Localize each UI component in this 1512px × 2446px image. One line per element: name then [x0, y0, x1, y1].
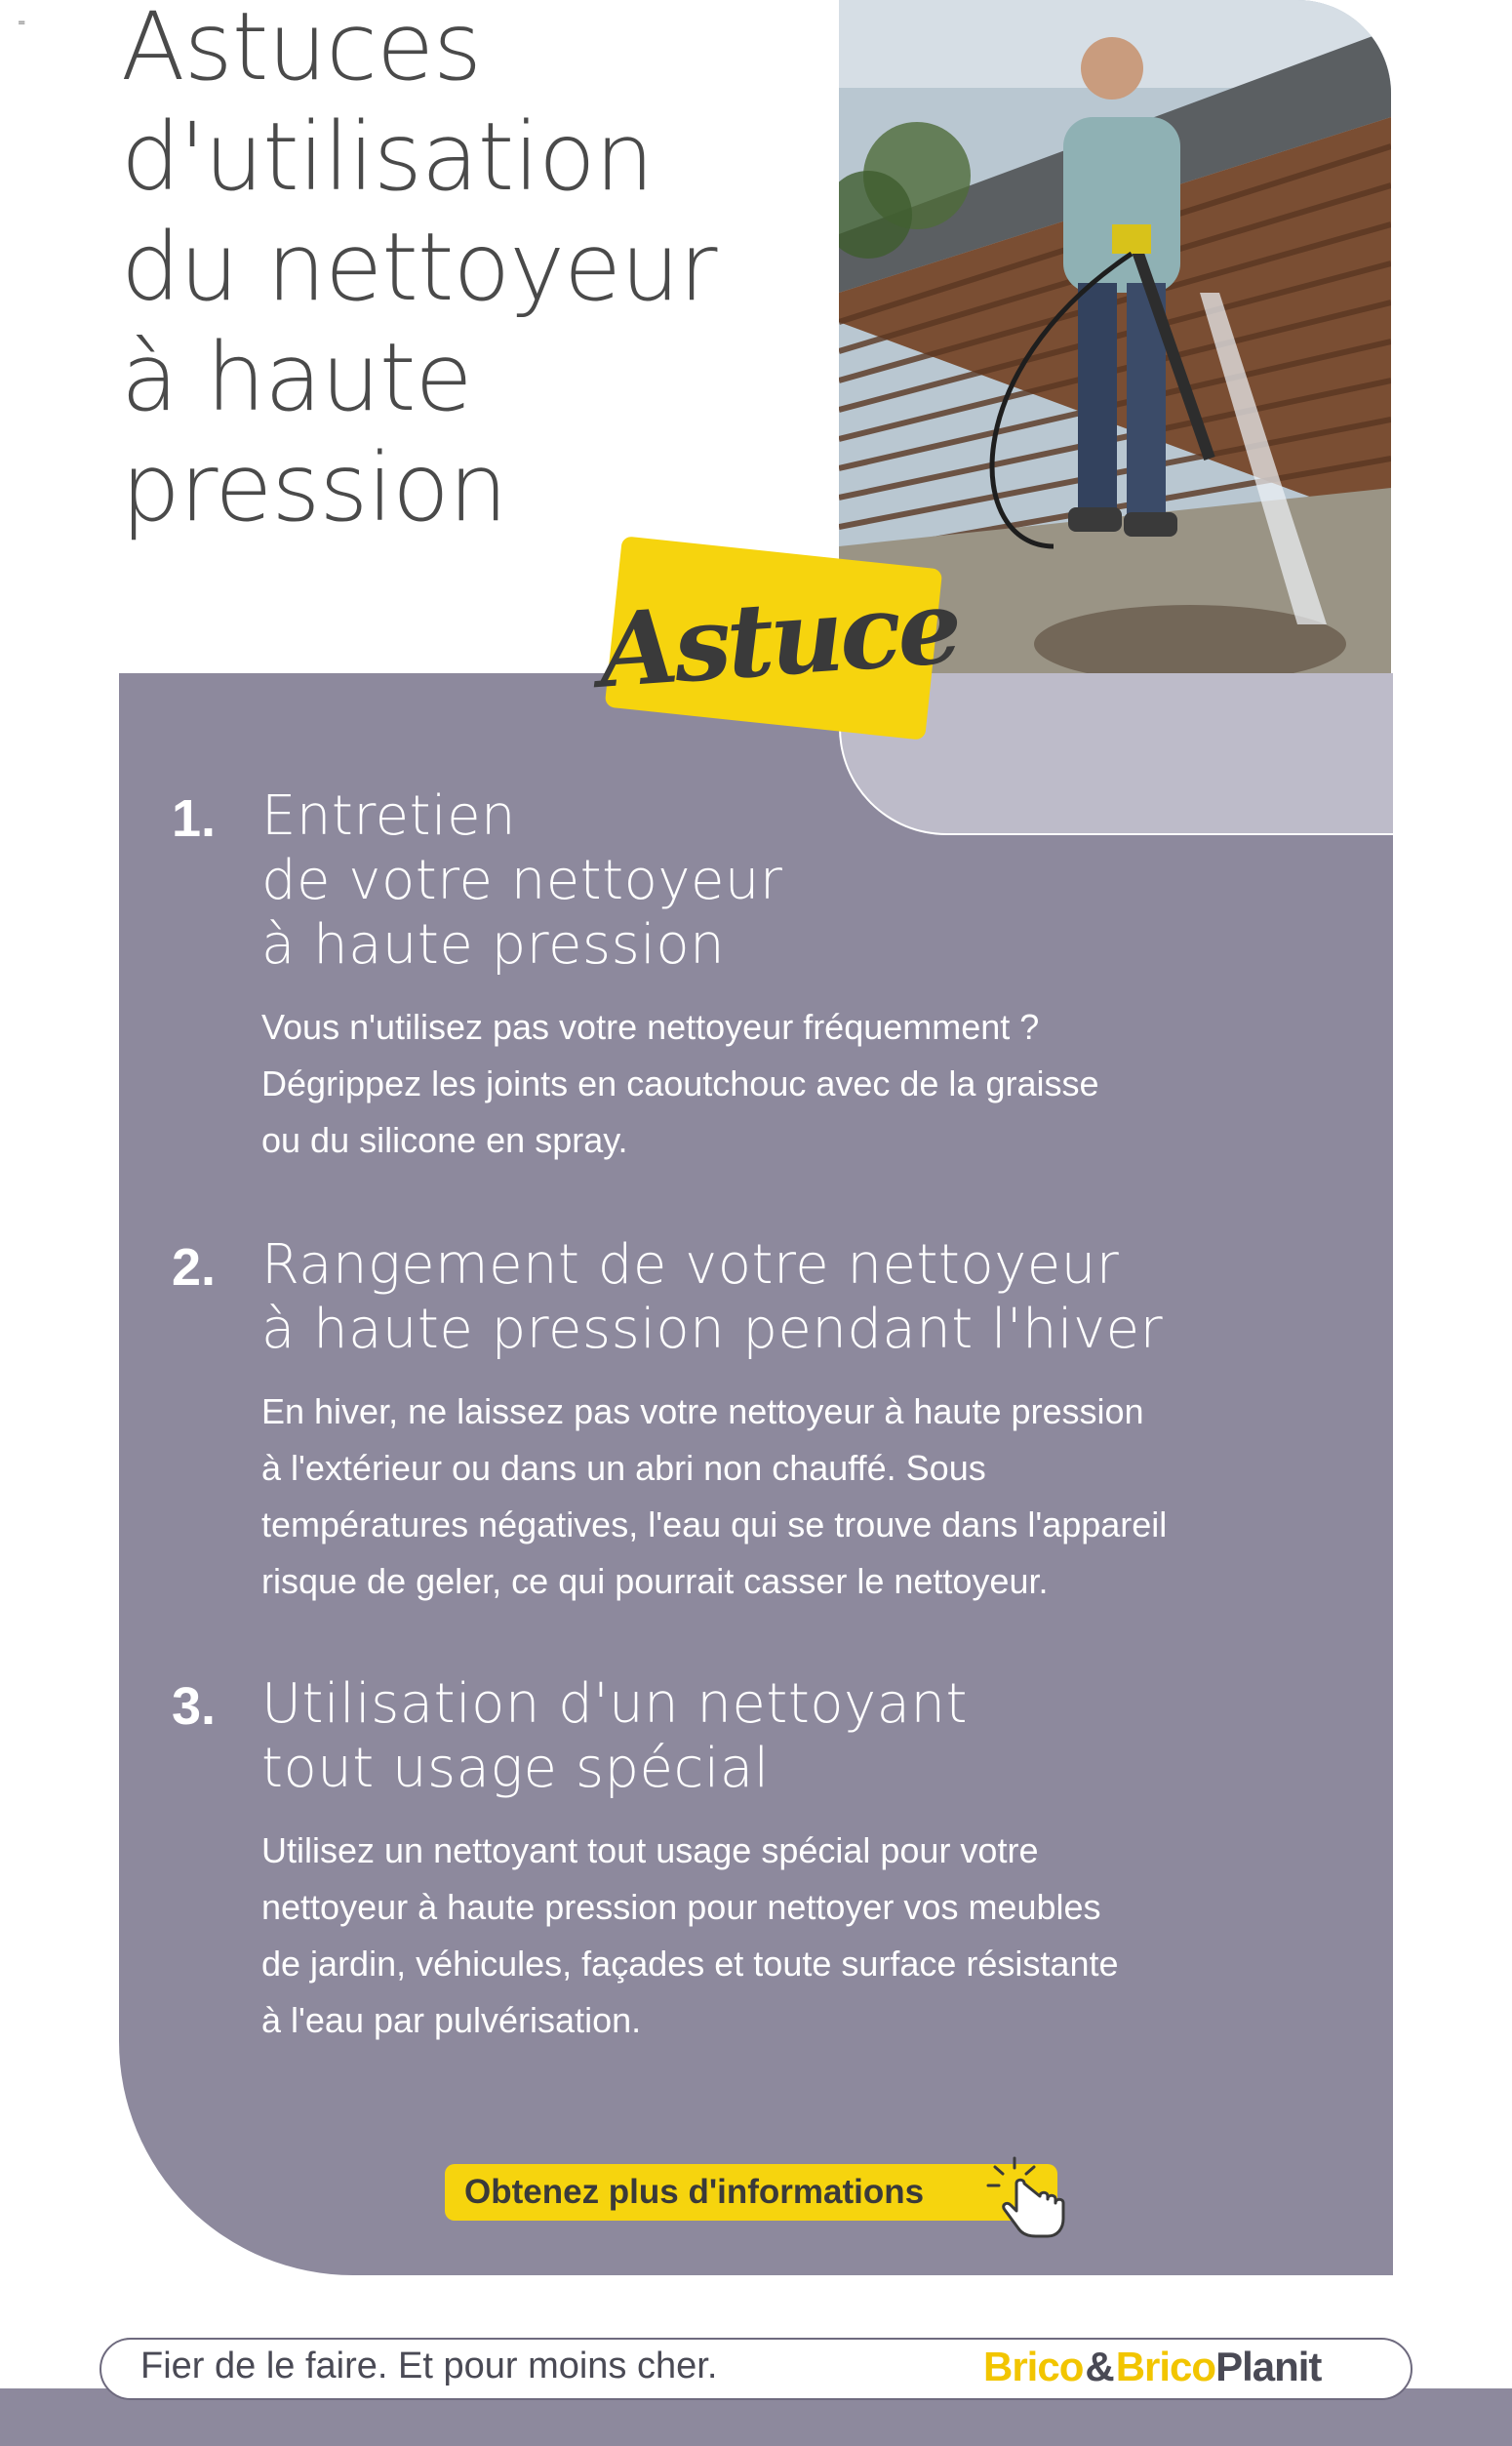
astuce-badge-label: Astuce	[594, 565, 963, 711]
tip-title-line: à haute pression	[261, 913, 726, 977]
brand-logo	[983, 2340, 1321, 2394]
logo-ampersand: &	[1085, 2344, 1114, 2389]
tip-title-line: à haute pression pendant l'hiver	[261, 1298, 1164, 1361]
logo-planit: Planit	[1215, 2344, 1322, 2389]
tip-2	[172, 1233, 1323, 1610]
tip-1	[172, 784, 1323, 1169]
title-line: Astuces	[121, 0, 482, 101]
tip-body-line: à l'extérieur ou dans un abri non chauffé. Sous	[261, 1448, 986, 1488]
tip-body-line: à l'eau par pulvérisation.	[261, 2000, 642, 2040]
tip-3	[172, 1672, 1323, 2049]
tip-title	[261, 784, 1323, 978]
tip-body-line: Utilisez un nettoyant tout usage spécial pour votre	[261, 1830, 1039, 1870]
tip-body-line: nettoyeur à haute pression pour nettoyer vos meubles	[261, 1887, 1101, 1927]
tip-body-line: Vous n'utilisez pas votre nettoyeur fréquemment ?	[261, 1007, 1040, 1047]
tip-title	[261, 1672, 1323, 1801]
tip-body-line: températures négatives, l'eau qui se trouve dans l'appareil	[261, 1504, 1168, 1544]
tip-body-line: de jardin, véhicules, façades et toute surface résistante	[261, 1944, 1119, 1984]
tip-body-line: risque de geler, ce qui pourrait casser le nettoyeur.	[261, 1561, 1049, 1601]
tip-title-line: tout usage spécial	[261, 1737, 770, 1800]
corner-mark: =	[18, 18, 26, 28]
tip-number: 2.	[172, 1238, 217, 1297]
tip-title	[261, 1233, 1323, 1362]
logo-brico-2: Brico	[1115, 2344, 1216, 2389]
more-info-button[interactable]: Obtenez plus d'informations	[445, 2164, 1057, 2221]
tip-body-line: Dégrippez les joints en caoutchouc avec de la graisse	[261, 1063, 1099, 1103]
title-line: à haute	[121, 323, 472, 432]
title-line: d'utilisation	[121, 102, 654, 212]
tip-body	[261, 1383, 1323, 1610]
title-line: du nettoyeur	[121, 213, 717, 322]
tip-body	[261, 1823, 1323, 2049]
title-line: pression	[121, 433, 507, 542]
tip-title-line: de votre nettoyeur	[261, 849, 783, 912]
footer-slogan: Fier de le faire. Et pour moins cher.	[140, 2346, 718, 2386]
page-title	[121, 0, 765, 543]
tip-body	[261, 999, 1323, 1169]
tip-number: 1.	[172, 789, 217, 848]
tip-title-line: Entretien	[261, 784, 517, 848]
tip-title-line: Utilisation d'un nettoyant	[261, 1672, 968, 1736]
tip-title-line: Rangement de votre nettoyeur	[261, 1233, 1120, 1297]
pointing-hand-icon[interactable]	[985, 2154, 1073, 2242]
tip-body-line: En hiver, ne laissez pas votre nettoyeur à haute pression	[261, 1391, 1144, 1431]
tip-body-line: ou du silicone en spray.	[261, 1120, 628, 1160]
tip-number: 3.	[172, 1677, 217, 1736]
logo-brico: Brico	[983, 2344, 1084, 2389]
